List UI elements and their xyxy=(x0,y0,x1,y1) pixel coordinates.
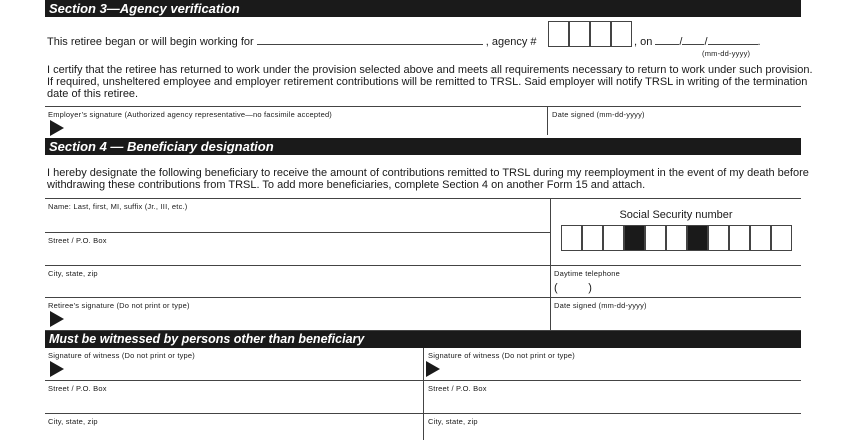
witness2-street-label: Street / P.O. Box xyxy=(428,384,487,393)
year-field[interactable] xyxy=(708,34,758,45)
daytime-phone-label: Daytime telephone xyxy=(554,269,620,278)
witness1-city-field[interactable] xyxy=(48,427,418,439)
beneficiary-name-field[interactable] xyxy=(48,212,546,230)
ssn-digit-box[interactable] xyxy=(645,225,666,251)
witness1-street-label: Street / P.O. Box xyxy=(48,384,107,393)
employer-date-signed-label: Date signed (mm-dd-yyyy) xyxy=(552,110,645,119)
ssn-separator-box xyxy=(624,225,645,251)
date-format-hint: (mm-dd-yyyy) xyxy=(702,49,751,58)
sign-here-icon xyxy=(426,361,440,377)
employer-signature-field[interactable] xyxy=(70,118,540,134)
witness2-city-field[interactable] xyxy=(428,427,796,439)
beneficiary-city-label: City, state, zip xyxy=(48,269,98,278)
on-label: , on xyxy=(634,36,653,48)
date-slash: / xyxy=(679,36,683,48)
designate-line-1: I hereby designate the following beneficiary to receive the amount of contributions remitted to TRSL during my reemployment in the event of my death before xyxy=(47,167,809,179)
divider xyxy=(45,198,801,199)
employer-signature-label: Employer’s signature (Authorized agency representative—no facsimile accepted) xyxy=(48,110,333,119)
sign-here-icon xyxy=(50,120,64,136)
phone-area-code: ( ) xyxy=(554,282,592,294)
date-slash: / xyxy=(704,36,708,48)
witness2-city-label: City, state, zip xyxy=(428,417,478,426)
beneficiary-street-label: Street / P.O. Box xyxy=(48,236,107,245)
section4-header: Section 4 — Beneficiary designation xyxy=(45,138,801,155)
retiree-date-signed-label: Date signed (mm-dd-yyyy) xyxy=(554,301,647,310)
ssn-separator-box xyxy=(687,225,708,251)
sign-here-icon xyxy=(50,311,64,327)
ssn-digit-box[interactable] xyxy=(750,225,771,251)
divider xyxy=(45,413,801,414)
witness1-street-field[interactable] xyxy=(48,394,418,411)
date-line xyxy=(634,34,761,49)
employer-name-field[interactable] xyxy=(257,34,483,45)
certify-line-3: date of this retiree. xyxy=(47,88,139,100)
ssn-digit-box[interactable] xyxy=(582,225,603,251)
beneficiary-name-label: Name: Last, first, MI, suffix (Jr., III, etc.) xyxy=(48,202,188,211)
witness2-signature-field[interactable] xyxy=(446,360,796,377)
divider xyxy=(547,106,548,135)
witness1-signature-label: Signature of witness (Do not print or type) xyxy=(48,351,195,360)
ssn-label: Social Security number xyxy=(619,209,733,221)
agency-number-box[interactable] xyxy=(590,21,611,47)
witness2-street-field[interactable] xyxy=(428,394,796,411)
employment-line xyxy=(47,34,537,49)
witness-header: Must be witnessed by persons other than beneficiary xyxy=(45,331,801,348)
agency-number-label: , agency # xyxy=(485,36,537,48)
divider xyxy=(45,106,801,107)
ssn-digit-box[interactable] xyxy=(729,225,750,251)
month-field[interactable] xyxy=(655,34,679,45)
ssn-digit-box[interactable] xyxy=(708,225,729,251)
certify-line-1: I certify that the retiree has returned to work under the provision selected above and meets all requirements necessary to return to work under such provision. xyxy=(47,64,813,76)
day-field[interactable] xyxy=(682,34,704,45)
date-period: . xyxy=(757,36,761,48)
daytime-phone-field[interactable] xyxy=(600,281,796,295)
retiree-date-field[interactable] xyxy=(554,312,796,326)
employment-line-prefix: This retiree began or will begin working for xyxy=(47,36,254,48)
divider xyxy=(45,265,801,266)
sign-here-icon xyxy=(50,361,64,377)
section3-header: Section 3—Agency verification xyxy=(45,0,801,17)
divider xyxy=(423,348,424,440)
witness1-signature-field[interactable] xyxy=(70,360,418,377)
witness2-signature-label: Signature of witness (Do not print or type) xyxy=(428,351,575,360)
ssn-digit-box[interactable] xyxy=(771,225,792,251)
designate-line-2: withdrawing these contributions from TRSL. To add more beneficiaries, complete Section 4 on another Form 15 and attach. xyxy=(47,179,646,191)
divider xyxy=(550,198,551,330)
witness1-city-label: City, state, zip xyxy=(48,417,98,426)
divider xyxy=(45,297,801,298)
agency-number-box[interactable] xyxy=(611,21,632,47)
retiree-signature-field[interactable] xyxy=(70,309,540,327)
employer-date-field[interactable] xyxy=(552,120,797,134)
ssn-digit-box[interactable] xyxy=(666,225,687,251)
ssn-digit-box[interactable] xyxy=(603,225,624,251)
divider xyxy=(45,232,550,233)
beneficiary-street-field[interactable] xyxy=(48,246,546,264)
retiree-signature-label: Retiree’s signature (Do not print or type) xyxy=(48,301,190,310)
certify-line-2: If required, unsheltered employee and employer retirement contributions will be remitted to TRSL. Said employer will notify TRSL in writing of the termination xyxy=(47,76,808,88)
divider xyxy=(45,380,801,381)
agency-number-box[interactable] xyxy=(569,21,590,47)
beneficiary-city-field[interactable] xyxy=(48,279,546,296)
agency-number-box[interactable] xyxy=(548,21,569,47)
ssn-digit-box[interactable] xyxy=(561,225,582,251)
